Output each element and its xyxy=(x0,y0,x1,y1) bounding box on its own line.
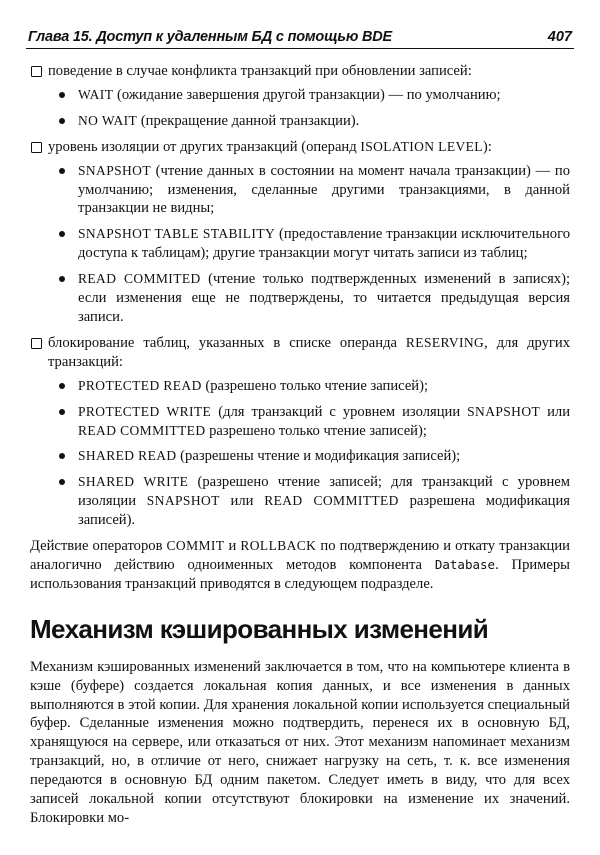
checkbox-bullet-icon xyxy=(31,66,42,77)
paragraph-transactions: Действие операторов COMMIT и ROLLBACK по подтверждению и откату транзакции аналогично действию одноименных методов компонента Database. Примеры использования транзакций приводятся в следующем подразделе. xyxy=(30,538,570,592)
bullet-item: SNAPSHOT TABLE STABILITY (предоставление транзакции исключительного доступа к таблицам); другие транзакции могут читать записи из таблиц; xyxy=(48,225,570,263)
bullet-list xyxy=(48,377,570,530)
bullet-dot-icon xyxy=(59,168,65,174)
bullet-item: SHARED READ (разрешены чтение и модификация записей); xyxy=(48,447,570,466)
running-header xyxy=(26,22,574,49)
bullet-dot-icon xyxy=(59,231,65,237)
bullet-dot-icon xyxy=(59,479,65,485)
bullet-list xyxy=(48,162,570,327)
bullet-item: WAIT (ожидание завершения другой транзакции) — по умолчанию; xyxy=(48,86,570,105)
section-heading: Механизм кэшированных изменений xyxy=(30,613,489,644)
checkbox-bullet-icon xyxy=(31,142,42,153)
bullet-dot-icon xyxy=(59,453,65,459)
page-content xyxy=(30,62,570,828)
bullet-item: PROTECTED READ (разрешено только чтение записей); xyxy=(48,377,570,396)
bullet-item: READ COMMITED (чтение только подтвержденных изменений в записях); если изменения еще не подтверждены, то читается предыдущая версия записи. xyxy=(48,270,570,327)
bullet-dot-icon xyxy=(59,276,65,282)
bullet-item: NO WAIT (прекращение данной транзакции). xyxy=(48,112,570,131)
bullet-dot-icon xyxy=(59,383,65,389)
bullet-item: SHARED WRITE (разрешено чтение записей; для транзакций с уровнем изоляции SNAPSHOT или READ COMMITTED разрешена модификация записей). xyxy=(48,473,570,530)
page-number: 407 xyxy=(547,29,572,45)
bullet-item: PROTECTED WRITE (для транзакций с уровнем изоляции SNAPSHOT или READ COMMITTED разрешено только чтение записей); xyxy=(48,403,570,441)
bullet-list xyxy=(48,86,570,131)
list-item-isolation-level: уровень изоляции от других транзакций (операнд ISOLATION LEVEL): SNAPSHOT (чтение данных в состоянии на момент начала транзакции) — по умолчанию; изменения, сделанные другими транзакциями, в данной транзакции не видны; SNAPSHOT TABLE STABILITY (предоставление транзакции исключительного доступа к таблицам); другие транзакции могут читать записи из таблиц; READ COMMITED (чтение только подтвержденных изменений в записях); если изменения еще не подтверждены, то читается предыдущая версия записи. xyxy=(30,138,570,327)
list-item-conflict-behavior: поведение в случае конфликта транзакций при обновлении записей: WAIT (ожидание завершения другой транзакции) — по умолчанию; NO WAIT (прекращение данной транзакции). xyxy=(30,62,570,131)
bullet-dot-icon xyxy=(59,409,65,415)
paragraph-cached-updates: Механизм кэшированных изменений заключается в том, что на компьютере клиента в кэше (буфере) создается локальная копия данных, и все изменения в данных выполняются в этой копии. Для хранения локальной копии используется специальный буфер. Сделанные изменения можно подтвердить, перенеся их в основную БД, хранящуюся на сервере, или отказаться от них. Этот механизм напоминает механизм транзакций, но, в отличие от него, снижает нагрузку на сеть, т. к. все изменения передаются в основную БД одним пакетом. Следует иметь в виду, что для всех записей локальной копии отсутствуют блокировки на изменение их значений. Блокировки мо- xyxy=(30,658,570,826)
list-item-table-locking: блокирование таблиц, указанных в списке операнда RESERVING, для других транзакций: PROTECTED READ (разрешено только чтение записей); PROTECTED WRITE (для транзакций с уровнем изоляции SNAPSHOT или READ COMMITTED разрешено только чтение записей); SHARED READ (разрешены чтение и модификация записей); SHARED WRITE (разрешено чтение записей; для транзакций с уровнем изоляции SNAPSHOT или READ COMMITTED разрешена модификация записей). xyxy=(30,334,570,530)
chapter-title: Глава 15. Доступ к удаленным БД с помощью BDE xyxy=(28,29,393,45)
checkbox-bullet-icon xyxy=(31,338,42,349)
bullet-dot-icon xyxy=(59,92,65,98)
bullet-item: SNAPSHOT (чтение данных в состоянии на момент начала транзакции) — по умолчанию; изменения, сделанные другими транзакциями, в данной транзакции не видны; xyxy=(48,162,570,219)
bullet-dot-icon xyxy=(59,118,65,124)
